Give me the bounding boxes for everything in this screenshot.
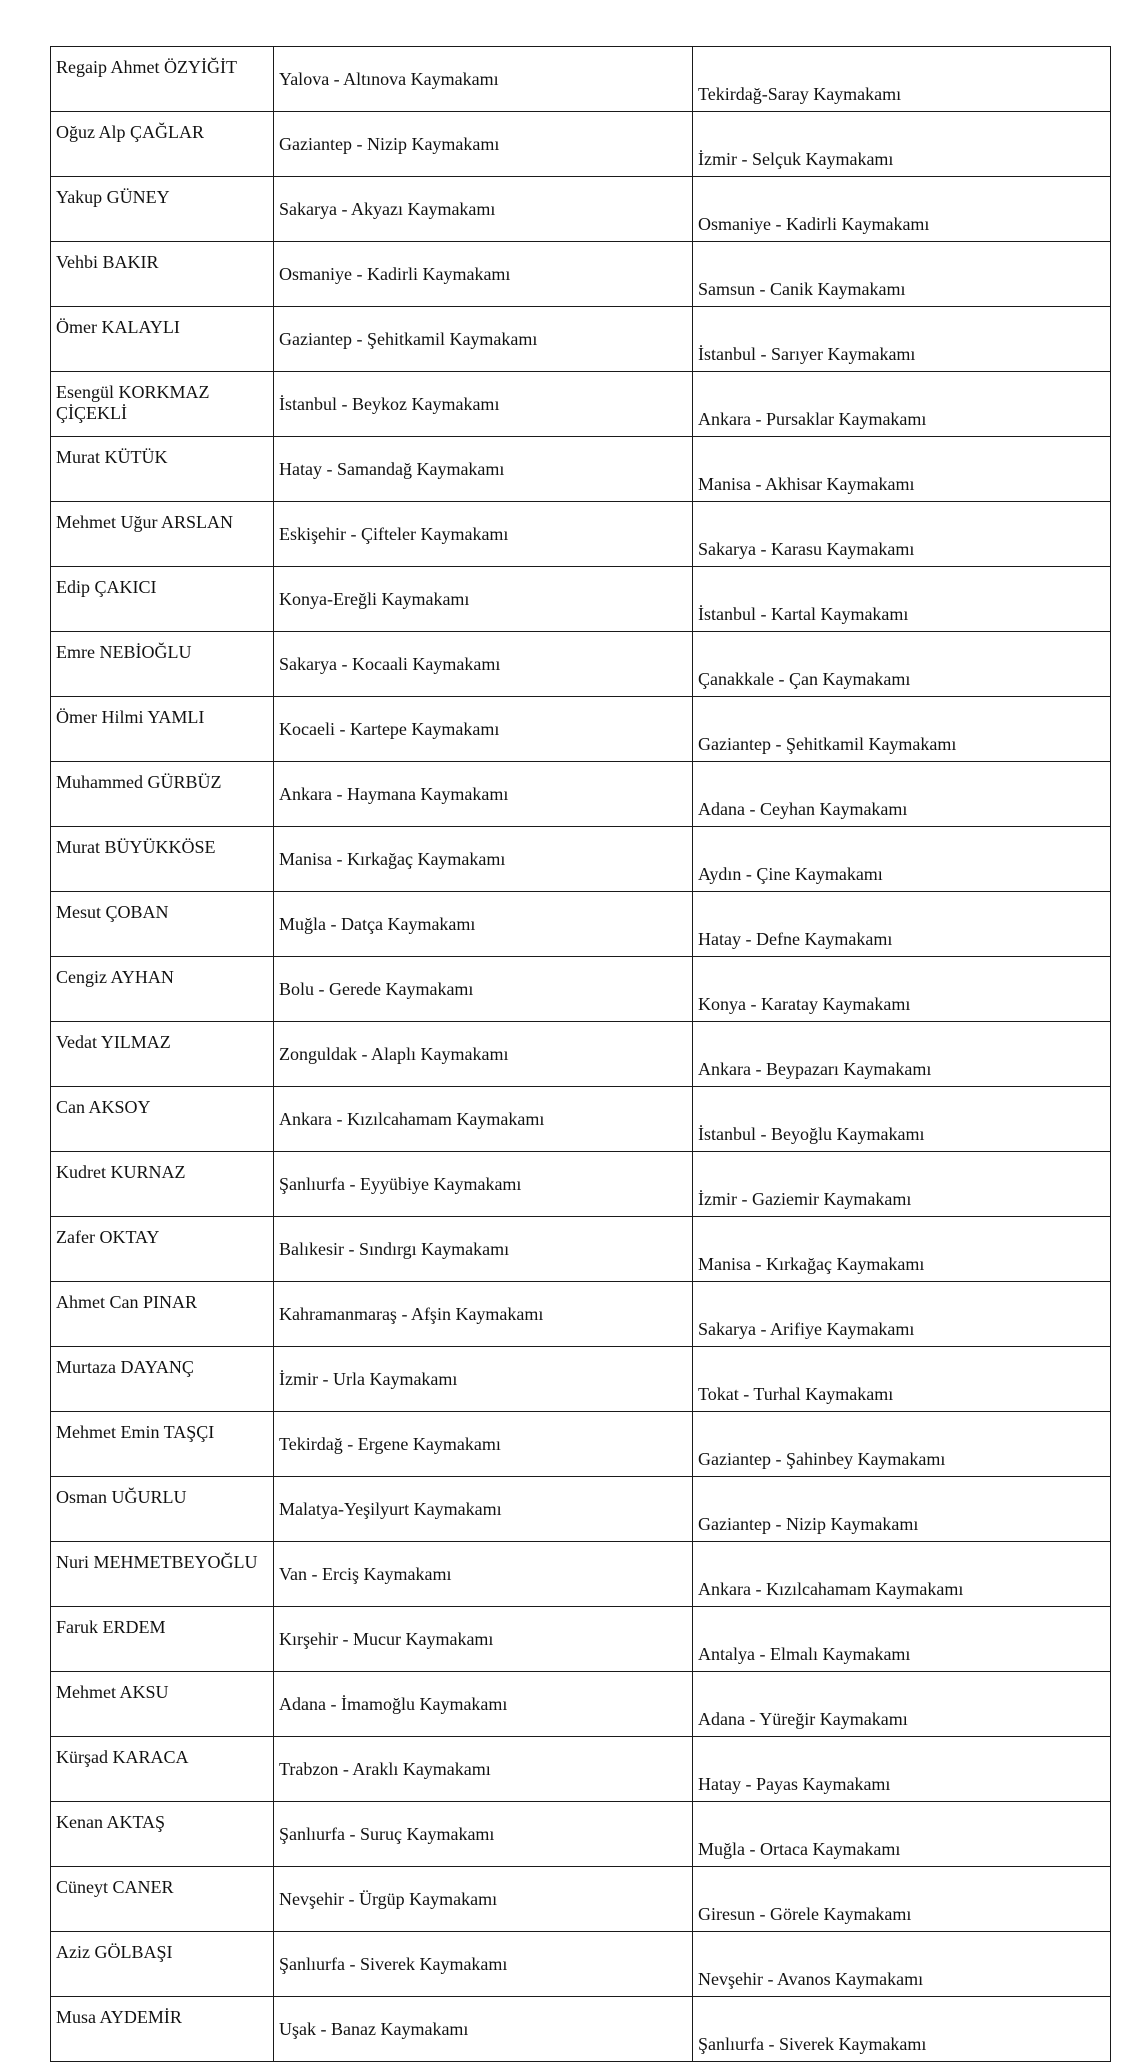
official-name-cell: Ömer KALAYLI: [51, 307, 274, 372]
new-post-cell: İstanbul - Sarıyer Kaymakamı: [693, 307, 1111, 372]
official-name-cell: Emre NEBİOĞLU: [51, 632, 274, 697]
table-row: [51, 1737, 1111, 1802]
new-post-cell: İzmir - Selçuk Kaymakamı: [693, 112, 1111, 177]
official-name-cell: Mehmet Emin TAŞÇI: [51, 1412, 274, 1477]
official-name-cell: Mehmet Uğur ARSLAN: [51, 502, 274, 567]
current-post-cell: Adana - İmamoğlu Kaymakamı: [274, 1672, 693, 1737]
official-name-cell: Cüneyt CANER: [51, 1867, 274, 1932]
table-row: [51, 1672, 1111, 1737]
current-post-cell: Sakarya - Kocaali Kaymakamı: [274, 632, 693, 697]
official-name-cell: Murat BÜYÜKKÖSE: [51, 827, 274, 892]
new-post-cell: Adana - Ceyhan Kaymakamı: [693, 762, 1111, 827]
table-row: [51, 1412, 1111, 1477]
document-page: [50, 46, 1110, 2062]
new-post-cell: Antalya - Elmalı Kaymakamı: [693, 1607, 1111, 1672]
current-post-cell: Balıkesir - Sındırgı Kaymakamı: [274, 1217, 693, 1282]
appointments-table-body: [51, 47, 1111, 2062]
new-post-cell: Ankara - Beypazarı Kaymakamı: [693, 1022, 1111, 1087]
official-name-cell: Nuri MEHMETBEYOĞLU: [51, 1542, 274, 1607]
official-name-cell: Yakup GÜNEY: [51, 177, 274, 242]
official-name-cell: Cengiz AYHAN: [51, 957, 274, 1022]
official-name-cell: Regaip Ahmet ÖZYİĞİT: [51, 47, 274, 112]
table-row: [51, 1022, 1111, 1087]
official-name-cell: Musa AYDEMİR: [51, 1997, 274, 2062]
new-post-cell: Ankara - Pursaklar Kaymakamı: [693, 372, 1111, 437]
new-post-cell: Tokat - Turhal Kaymakamı: [693, 1347, 1111, 1412]
table-row: [51, 372, 1111, 437]
official-name-cell: Can AKSOY: [51, 1087, 274, 1152]
official-name-cell: Vehbi BAKIR: [51, 242, 274, 307]
table-row: [51, 1087, 1111, 1152]
current-post-cell: Eskişehir - Çifteler Kaymakamı: [274, 502, 693, 567]
table-row: [51, 1932, 1111, 1997]
official-name-cell: Osman UĞURLU: [51, 1477, 274, 1542]
current-post-cell: Şanlıurfa - Eyyübiye Kaymakamı: [274, 1152, 693, 1217]
new-post-cell: Manisa - Akhisar Kaymakamı: [693, 437, 1111, 502]
new-post-cell: Gaziantep - Nizip Kaymakamı: [693, 1477, 1111, 1542]
table-row: [51, 1867, 1111, 1932]
current-post-cell: Nevşehir - Ürgüp Kaymakamı: [274, 1867, 693, 1932]
table-row: [51, 1217, 1111, 1282]
official-name-cell: Esengül KORKMAZ ÇİÇEKLİ: [51, 372, 274, 437]
new-post-cell: Giresun - Görele Kaymakamı: [693, 1867, 1111, 1932]
current-post-cell: Zonguldak - Alaplı Kaymakamı: [274, 1022, 693, 1087]
new-post-cell: Aydın - Çine Kaymakamı: [693, 827, 1111, 892]
official-name-cell: Kenan AKTAŞ: [51, 1802, 274, 1867]
current-post-cell: Trabzon - Araklı Kaymakamı: [274, 1737, 693, 1802]
current-post-cell: Ankara - Kızılcahamam Kaymakamı: [274, 1087, 693, 1152]
new-post-cell: Gaziantep - Şehitkamil Kaymakamı: [693, 697, 1111, 762]
official-name-cell: Muhammed GÜRBÜZ: [51, 762, 274, 827]
official-name-cell: Aziz GÖLBAŞI: [51, 1932, 274, 1997]
current-post-cell: Gaziantep - Şehitkamil Kaymakamı: [274, 307, 693, 372]
current-post-cell: Konya-Ereğli Kaymakamı: [274, 567, 693, 632]
current-post-cell: Muğla - Datça Kaymakamı: [274, 892, 693, 957]
official-name-cell: Kudret KURNAZ: [51, 1152, 274, 1217]
current-post-cell: Ankara - Haymana Kaymakamı: [274, 762, 693, 827]
new-post-cell: Çanakkale - Çan Kaymakamı: [693, 632, 1111, 697]
table-row: [51, 47, 1111, 112]
current-post-cell: Kocaeli - Kartepe Kaymakamı: [274, 697, 693, 762]
table-row: [51, 1152, 1111, 1217]
current-post-cell: Kahramanmaraş - Afşin Kaymakamı: [274, 1282, 693, 1347]
official-name-cell: Zafer OKTAY: [51, 1217, 274, 1282]
table-row: [51, 1347, 1111, 1412]
new-post-cell: Sakarya - Karasu Kaymakamı: [693, 502, 1111, 567]
new-post-cell: Şanlıurfa - Siverek Kaymakamı: [693, 1997, 1111, 2062]
current-post-cell: İzmir - Urla Kaymakamı: [274, 1347, 693, 1412]
new-post-cell: Nevşehir - Avanos Kaymakamı: [693, 1932, 1111, 1997]
table-row: [51, 437, 1111, 502]
current-post-cell: Van - Erciş Kaymakamı: [274, 1542, 693, 1607]
table-row: [51, 697, 1111, 762]
official-name-cell: Murtaza DAYANÇ: [51, 1347, 274, 1412]
new-post-cell: Konya - Karatay Kaymakamı: [693, 957, 1111, 1022]
table-row: [51, 1802, 1111, 1867]
current-post-cell: Şanlıurfa - Siverek Kaymakamı: [274, 1932, 693, 1997]
table-row: [51, 1997, 1111, 2062]
current-post-cell: Bolu - Gerede Kaymakamı: [274, 957, 693, 1022]
official-name-cell: Mesut ÇOBAN: [51, 892, 274, 957]
current-post-cell: Manisa - Kırkağaç Kaymakamı: [274, 827, 693, 892]
table-row: [51, 632, 1111, 697]
new-post-cell: Hatay - Payas Kaymakamı: [693, 1737, 1111, 1802]
new-post-cell: Adana - Yüreğir Kaymakamı: [693, 1672, 1111, 1737]
official-name-cell: Kürşad KARACA: [51, 1737, 274, 1802]
official-name-cell: Ömer Hilmi YAMLI: [51, 697, 274, 762]
table-row: [51, 112, 1111, 177]
official-name-cell: Vedat YILMAZ: [51, 1022, 274, 1087]
current-post-cell: Gaziantep - Nizip Kaymakamı: [274, 112, 693, 177]
current-post-cell: Tekirdağ - Ergene Kaymakamı: [274, 1412, 693, 1477]
new-post-cell: İstanbul - Kartal Kaymakamı: [693, 567, 1111, 632]
new-post-cell: Muğla - Ortaca Kaymakamı: [693, 1802, 1111, 1867]
table-row: [51, 567, 1111, 632]
table-row: [51, 892, 1111, 957]
new-post-cell: İstanbul - Beyoğlu Kaymakamı: [693, 1087, 1111, 1152]
official-name-cell: Edip ÇAKICI: [51, 567, 274, 632]
current-post-cell: İstanbul - Beykoz Kaymakamı: [274, 372, 693, 437]
new-post-cell: Tekirdağ-Saray Kaymakamı: [693, 47, 1111, 112]
current-post-cell: Uşak - Banaz Kaymakamı: [274, 1997, 693, 2062]
official-name-cell: Murat KÜTÜK: [51, 437, 274, 502]
table-row: [51, 957, 1111, 1022]
table-row: [51, 242, 1111, 307]
new-post-cell: Ankara - Kızılcahamam Kaymakamı: [693, 1542, 1111, 1607]
table-row: [51, 502, 1111, 567]
current-post-cell: Yalova - Altınova Kaymakamı: [274, 47, 693, 112]
official-name-cell: Mehmet AKSU: [51, 1672, 274, 1737]
new-post-cell: Osmaniye - Kadirli Kaymakamı: [693, 177, 1111, 242]
current-post-cell: Sakarya - Akyazı Kaymakamı: [274, 177, 693, 242]
new-post-cell: Samsun - Canik Kaymakamı: [693, 242, 1111, 307]
current-post-cell: Hatay - Samandağ Kaymakamı: [274, 437, 693, 502]
official-name-cell: Ahmet Can PINAR: [51, 1282, 274, 1347]
table-row: [51, 1477, 1111, 1542]
new-post-cell: Hatay - Defne Kaymakamı: [693, 892, 1111, 957]
current-post-cell: Şanlıurfa - Suruç Kaymakamı: [274, 1802, 693, 1867]
new-post-cell: Gaziantep - Şahinbey Kaymakamı: [693, 1412, 1111, 1477]
official-name-cell: Oğuz Alp ÇAĞLAR: [51, 112, 274, 177]
table-row: [51, 1607, 1111, 1672]
table-row: [51, 762, 1111, 827]
new-post-cell: İzmir - Gaziemir Kaymakamı: [693, 1152, 1111, 1217]
new-post-cell: Sakarya - Arifiye Kaymakamı: [693, 1282, 1111, 1347]
current-post-cell: Kırşehir - Mucur Kaymakamı: [274, 1607, 693, 1672]
table-row: [51, 827, 1111, 892]
current-post-cell: Osmaniye - Kadirli Kaymakamı: [274, 242, 693, 307]
current-post-cell: Malatya-Yeşilyurt Kaymakamı: [274, 1477, 693, 1542]
table-row: [51, 307, 1111, 372]
appointments-table: [50, 46, 1111, 2062]
table-row: [51, 177, 1111, 242]
official-name-cell: Faruk ERDEM: [51, 1607, 274, 1672]
table-row: [51, 1282, 1111, 1347]
table-row: [51, 1542, 1111, 1607]
new-post-cell: Manisa - Kırkağaç Kaymakamı: [693, 1217, 1111, 1282]
